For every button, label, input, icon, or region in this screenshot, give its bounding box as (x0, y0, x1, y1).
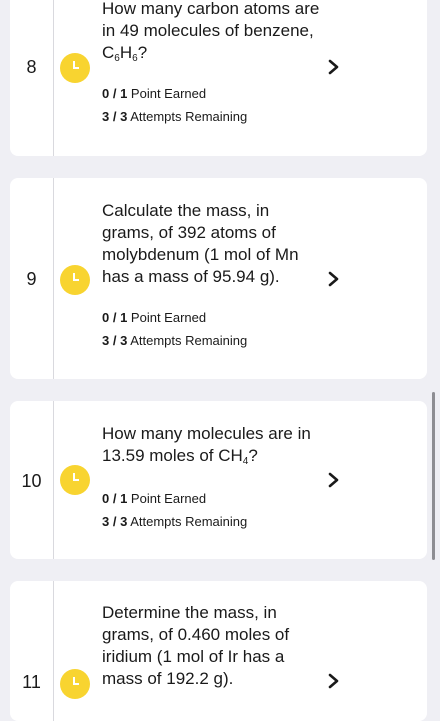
chevron-right-icon[interactable] (327, 472, 341, 488)
points-value: 0 / 1 (102, 491, 128, 506)
question-card-8[interactable] (10, 0, 427, 156)
number-column (10, 581, 54, 721)
score-info (102, 82, 247, 128)
chevron-right-icon[interactable] (327, 59, 341, 75)
number-column (10, 0, 54, 156)
attempts-value: 3 / 3 (102, 514, 128, 529)
clock-icon (60, 53, 90, 83)
question-text: How many molecules are in 13.59 moles of $CH_4$? (102, 424, 311, 467)
question-card-10[interactable] (10, 401, 427, 559)
attempts-value: 3 / 3 (102, 109, 128, 124)
points-label: Point Earned (130, 310, 207, 325)
chevron-right-icon[interactable] (327, 673, 341, 689)
scrollbar[interactable] (432, 392, 435, 560)
score-info (102, 306, 247, 352)
score-info (102, 487, 247, 533)
question-number: 9 (26, 269, 37, 289)
question-card-11[interactable] (10, 581, 427, 721)
attempts-value: 3 / 3 (102, 333, 128, 348)
points-label: Point Earned (130, 491, 207, 506)
question-number: 8 (26, 57, 37, 77)
attempts-label: Attempts Remaining (130, 514, 248, 529)
clock-icon (60, 669, 90, 699)
chevron-right-icon[interactable] (327, 271, 341, 287)
question-number: 11 (22, 672, 41, 692)
question-text: Determine the mass, in grams, of 0.460 moles of iridium (1 mol of Ir has a mass of 192.2 g). (102, 603, 290, 688)
points-value: 0 / 1 (102, 310, 128, 325)
points-value: 0 / 1 (102, 86, 128, 101)
question-text: How many carbon atoms are in 49 molecules of benzene, $C_6H_6$? (102, 0, 320, 64)
clock-icon (60, 465, 90, 495)
question-number: 10 (21, 471, 42, 491)
clock-icon (60, 265, 90, 295)
points-label: Point Earned (130, 86, 207, 101)
question-text: Calculate the mass, in grams, of 392 atoms of molybdenum (1 mol of Mn has a mass of 95.94 g). (102, 201, 299, 286)
attempts-label: Attempts Remaining (130, 109, 248, 124)
question-card-9[interactable] (10, 178, 427, 379)
attempts-label: Attempts Remaining (130, 333, 248, 348)
